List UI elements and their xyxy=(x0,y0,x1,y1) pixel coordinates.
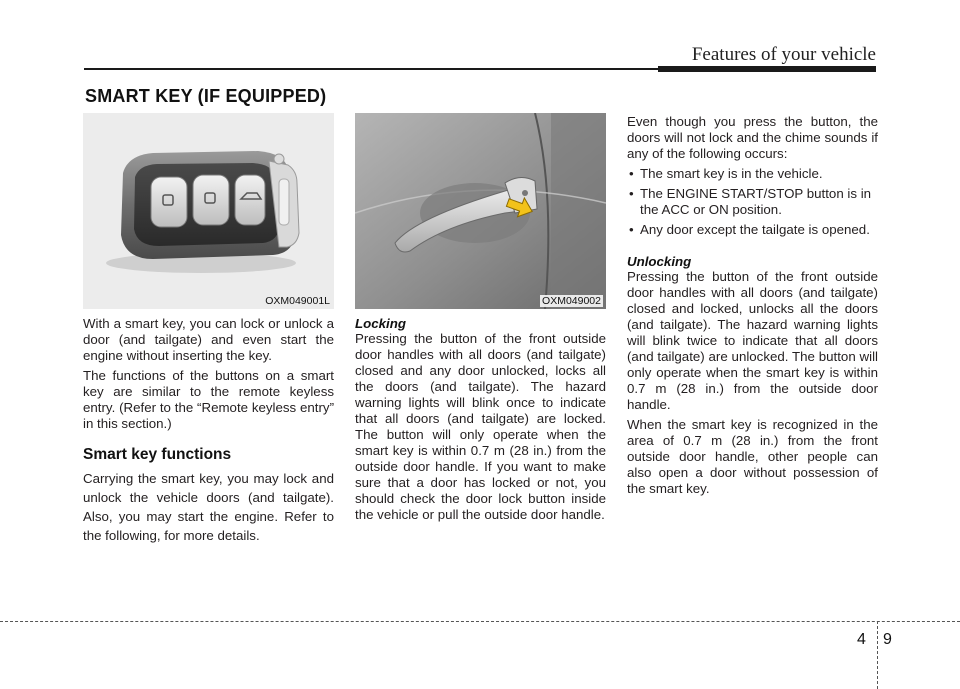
figure-code-key: OXM049001L xyxy=(265,295,330,307)
column-1 xyxy=(83,316,334,545)
condition-list xyxy=(627,166,878,238)
section-title: SMART KEY (IF EQUIPPED) xyxy=(85,86,327,106)
door-handle-figure xyxy=(355,113,606,309)
unlocking-paragraph: Pressing the button of the front outside door handles with all doors (and tailgate) closed and locked, unlocks all the doors (and tailgate). The hazard warning lights will blink twice to indicate that all doors (and tailgate) are unlocked. The button will only operate when the smart key is within 0.7 m (28 in.) from the outside door handle. xyxy=(627,269,878,412)
intro-paragraph: With a smart key, you can lock or unlock a door (and tailgate) and even start the engine without inserting the key. xyxy=(83,316,334,363)
list-item: • The smart key is in the vehicle. xyxy=(627,166,878,182)
locking-paragraph: Pressing the button of the front outside door handles with all doors (and tailgate) closed and any door unlocked, locks all the doors (and tailgate). The hazard warning lights will blink once to indicate that all doors (and tailgate) are locked. The button will only operate when the smart key is within 0.7 m (28 in.) from the outside door handle. If you want to make sure that a door has locked or not, you should check the door lock button inside the vehicle or pull the outside door handle. xyxy=(355,331,606,522)
unlocking-heading: Unlocking xyxy=(627,254,692,269)
running-header: Features of your vehicle xyxy=(691,44,876,65)
figure-code-door: OXM049002 xyxy=(542,295,601,307)
list-item: • The ENGINE START/STOP button is in the ACC or ON position. xyxy=(627,186,878,218)
smart-key-figure xyxy=(83,113,334,309)
functions-paragraph: Carrying the smart key, you may lock and unlock the vehicle doors (and tailgate). Also, you may start the engine. Refer to the following, for more details. xyxy=(83,471,334,543)
chapter-number: 4 xyxy=(857,631,866,648)
list-item: • Any door except the tailgate is opened. xyxy=(627,222,878,238)
recognition-paragraph: When the smart key is recognized in the area of 0.7 m (28 in.) from the front outside door handle, other people can also open a door without possession of the smart key. xyxy=(627,417,878,496)
chime-paragraph: Even though you press the button, the doors will not lock and the chime sounds if any of the following occurs: xyxy=(627,114,878,161)
smart-key-functions-heading: Smart key functions xyxy=(83,446,232,463)
footer-page-divider xyxy=(877,621,878,689)
footer-divider xyxy=(0,621,960,622)
header-bar xyxy=(658,66,876,72)
buttons-paragraph: The functions of the buttons on a smart key are similar to the remote keyless entry. (Refer to the “Remote keyless entry” in this section.) xyxy=(83,368,334,431)
page-number: 9 xyxy=(883,631,892,648)
door-handle-illustration xyxy=(355,113,606,309)
smart-key-illustration xyxy=(83,113,334,309)
column-3 xyxy=(627,114,878,497)
column-2 xyxy=(355,316,606,523)
locking-heading: Locking xyxy=(355,316,406,331)
